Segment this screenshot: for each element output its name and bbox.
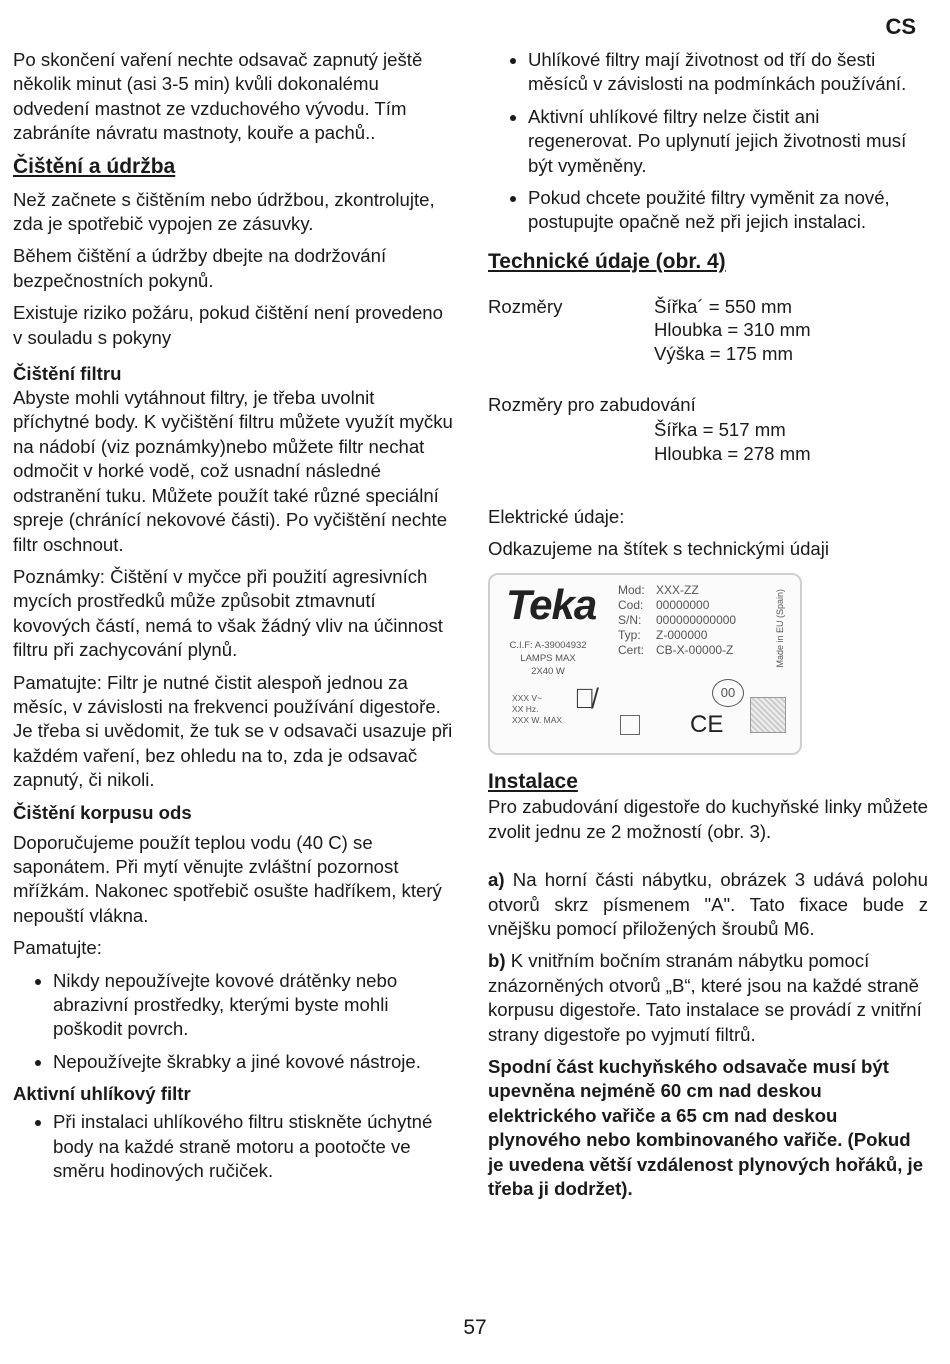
rating-label-line: LAMPS MAX	[520, 653, 576, 665]
filter-paragraph-1: Abyste mohli vytáhnout filtry, je třeba uvolnit příchytné body. K vyčištění filtru můžete využít myčku na nádobí (viz poznámky)nebo můžete filtr nechat odmočit v horké vodě, což usnadní následné odstranění tuku. Můžete použít také různé speciální spreje (chránící nekovové části). Po vyčištění nechte filtr oschnout.	[13, 387, 453, 555]
cleaning-paragraph-1: Než začnete s čištěním nebo údržbou, zkontrolujte, zda je spotřebič vypojen ze zásuvky.	[13, 188, 435, 235]
builtin-depth: Hloubka = 278 mm	[654, 443, 811, 465]
carbon-filter-heading: Aktivní uhlíkový filtr	[13, 1083, 191, 1105]
carbon-bullet-list-continued	[488, 48, 928, 235]
rating-label-line: 2X40 W	[531, 666, 565, 678]
filter-paragraph-3: Pamatujte: Filtr je nutné čistit alespoň jednou za měsíc, v závislosti na frekvenci používání digestoře. Je třeba si uvědomit, že tuk se v odsavači usazuje při každém vaření, bez ohledu na to, zda je odsavač zapnutý, či nikoli.	[13, 671, 453, 791]
rating-label-line: C.I.F: A-39004932	[509, 640, 587, 652]
rating-label-electrical	[512, 693, 562, 726]
rating-label-line: XXX W. MAX	[512, 715, 563, 726]
list-item: • Nikdy nepoužívejte kovové drátěnky nebo abrazivní prostředky, kterými byste mohli poškodit povrch.	[53, 969, 453, 1042]
dimension-width: Šířka´ = 550 mm	[654, 295, 792, 317]
rating-label-left-text	[502, 639, 594, 678]
rating-field-value: CB-X-00000-Z	[656, 643, 734, 658]
list-item: • Pokud chcete použité filtry vyměnit za nové, postupujte opačně než při jejich instalaci.	[528, 186, 928, 235]
option-b-label: b)	[488, 950, 506, 972]
option-a-text: Na horní části nábytku, obrázek 3 udává polohu otvorů skrz písmenem "A". Tato fixace bude z vnějšku pomocí přiložených šroubů M6.	[488, 869, 928, 939]
rating-field-value: Z-000000	[656, 628, 708, 643]
body-paragraph-1: Doporučujeme použít teplou vodu (40 C) se saponátem. Při mytí věnujte zvláštní pozornost mřížkám. Nakonec spotřebič osušte hadříkem, který nepouští vlákna.	[13, 831, 442, 926]
dimension-height: Výška = 175 mm	[654, 342, 793, 364]
right-column	[488, 48, 928, 1209]
rating-label-line: XXX V~	[512, 693, 543, 704]
rating-field-value: XXX-ZZ	[656, 583, 699, 598]
cleaning-heading: Čištění a údržba	[13, 154, 176, 178]
page-number: 57	[463, 1316, 487, 1339]
builtin-width: Šířka = 517 mm	[654, 418, 786, 440]
ce-mark-icon: CE	[690, 711, 724, 739]
rating-field	[618, 613, 736, 628]
filter-heading: Čištění filtru	[13, 363, 122, 385]
builtin-dimensions-values	[488, 418, 928, 467]
dimensions-row	[488, 295, 928, 366]
rating-field-value: 000000000000	[656, 613, 737, 628]
qr-code-icon	[750, 697, 786, 733]
body-paragraph-2: Pamatujte:	[13, 937, 102, 959]
tech-data-heading: Technické údaje (obr. 4)	[488, 249, 726, 273]
electrical-label: Elektrické údaje:	[488, 505, 625, 527]
rating-field	[618, 643, 736, 658]
electrical-text: Odkazujeme na štítek s technickými údaji	[488, 537, 830, 559]
list-item: • Nepoužívejte škrabky a jiné kovové nástroje.	[53, 1050, 453, 1074]
cleaning-paragraph-3: Existuje riziko požáru, pokud čištění není provedeno v souladu s pokyny	[13, 302, 443, 348]
rating-label-image	[488, 573, 802, 755]
installation-option-b	[488, 949, 928, 1047]
double-insulation-icon	[620, 715, 640, 735]
list-item: • Uhlíkové filtry mají životnost od tří do šesti měsíců v závislosti na podmínkách používání.	[528, 48, 928, 97]
rating-field-key: Typ:	[618, 628, 641, 643]
class-mark-icon: 00	[712, 679, 744, 707]
rating-label-fields	[618, 583, 736, 658]
dimensions-values	[654, 295, 928, 366]
rating-field-key: Cert:	[618, 643, 645, 658]
teka-logo: Teka	[506, 581, 597, 629]
list-item: • Aktivní uhlíkové filtry nelze čistit ani regenerovat. Po uplynutí jejich životnosti musí být vyměněny.	[528, 105, 928, 178]
rating-field-key: S/N:	[618, 613, 642, 628]
option-b-text: K vnitřním bočním stranám nábytku pomocí znázorněných otvorů „B“, které jsou na každé straně korpusu digestoře. Tato instalace se provádí z vnitřní strany digestoře po vyjmutí filtrů.	[488, 950, 922, 1045]
installation-option-a	[488, 868, 928, 941]
made-in-text: Made in EU (Spain)	[774, 589, 785, 668]
option-a-label: a)	[488, 869, 505, 891]
dimension-depth: Hloubka = 310 mm	[654, 319, 811, 341]
cleaning-paragraph-2: Během čištění a údržby dbejte na dodržování bezpečnostních pokynů.	[13, 245, 387, 291]
dimensions-label: Rozměry	[488, 295, 563, 317]
carbon-bullet-list	[13, 1110, 453, 1183]
installation-warning: Spodní část kuchyňského odsavače musí být upevněna nejméně 60 cm nad deskou elektrického vařiče a 65 cm nad deskou plynového nebo kombinovaného vařiče. (Pokud je uvedena větší vzdálenost plynových hořáků, je třeba ji dodržet).	[488, 1056, 924, 1200]
rating-field-value: 00000000	[656, 598, 710, 613]
intro-paragraph: Po skončení vaření nechte odsavač zapnutý ještě několik minut (asi 3-5 min) kvůli dokonalému odvedení mastnot ze vzduchového vývodu. Tím zabráníte návratu mastnoty, kouře a pachů..	[13, 49, 423, 144]
body-bullet-list	[13, 969, 453, 1075]
rating-field-key: Cod:	[618, 598, 644, 613]
rating-field	[618, 583, 736, 598]
rating-field-key: Mod:	[618, 583, 645, 598]
list-item: • Při instalaci uhlíkového filtru stiskněte úchytné body na každé straně motoru a pootočte ve směru hodinových ručiček.	[53, 1110, 453, 1183]
rating-field	[618, 598, 736, 613]
body-cleaning-heading: Čištění korpusu ods	[13, 801, 192, 823]
rating-label-line: XX Hz.	[512, 704, 539, 715]
installation-heading: Instalace	[488, 770, 578, 794]
language-code: CS	[885, 14, 916, 39]
installation-paragraph: Pro zabudování digestoře do kuchyňské linky můžete zvolit jednu ze 2 možností (obr. 3).	[488, 796, 928, 842]
left-column	[13, 48, 453, 1191]
filter-paragraph-2: Poznámky: Čištění v myčce při použití agresivních mycích prostředků může způsobit ztmavnutí kovových částí, nemá to však žádný vliv na účinnost filtru při zachycování plynů.	[13, 565, 443, 661]
rating-field	[618, 628, 736, 643]
builtin-dimensions-label: Rozměry pro zabudování	[488, 394, 696, 416]
crossed-bin-icon: 🗑̸	[574, 683, 595, 715]
